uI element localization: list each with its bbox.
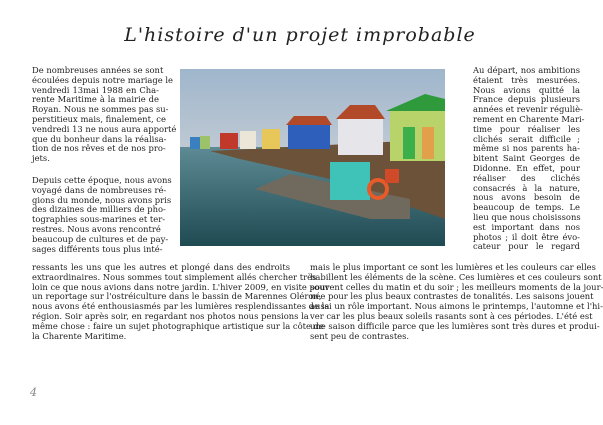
- text-line: Depuis cette époque, nous avons: [32, 174, 172, 185]
- text-line: beaucoup de temps. Le: [473, 202, 580, 213]
- text-line: est important dans nos: [473, 221, 580, 232]
- text-line: bitent Saint Georges de: [473, 153, 580, 164]
- text-line: une saison difficile parce que les lumières sont très dures et produi-: [310, 320, 600, 331]
- text-line: France depuis plusieurs: [473, 94, 580, 105]
- left-column-text: [32, 65, 177, 254]
- text-line: étaient très mesurées.: [473, 74, 580, 85]
- page-title: L'histoire d'un projet improbable: [124, 24, 476, 46]
- text-line: Au départ, nos ambitions: [473, 65, 580, 75]
- text-line: cateur pour le regard: [473, 241, 580, 252]
- text-line: sages différents tous plus inté-: [32, 243, 163, 254]
- text-line: habillent les éléments de la scène. Ces lumières et ces couleurs sont: [310, 271, 602, 282]
- text-line: que du bonheur dans la réalisa-: [32, 133, 167, 144]
- text-line: Didonne. En effet, pour: [473, 162, 580, 173]
- text-line: beaucoup de cultures et de pay-: [32, 233, 169, 244]
- text-line: née pour les plus beaux contrastes de tonalités. Les saisons jouent: [310, 291, 594, 302]
- text-line: nous avons été enthousiasmés par les lumières resplendissantes de la: [32, 301, 330, 312]
- text-line: années et revenir réguliè-: [473, 104, 583, 115]
- text-line: time pour réaliser les: [473, 123, 580, 134]
- text-line: réaliser des clichés: [473, 172, 580, 183]
- text-line: même si nos parents ha-: [473, 143, 580, 154]
- text-line: vendredi 13 ne nous aura apporté: [32, 123, 177, 134]
- text-line: consacrés à la nature,: [473, 182, 580, 193]
- text-line: des dizaines de milliers de pho-: [32, 204, 166, 215]
- text-line: un reportage sur l'ostréiculture dans le bassin de Marennes Oléron,: [32, 291, 322, 302]
- right-column-text: [473, 65, 585, 252]
- text-line: restres. Nous avons rencontré: [32, 223, 161, 234]
- text-line: Nous avions quitté la: [473, 84, 580, 95]
- text-line: Royan. Nous ne sommes pas su-: [32, 104, 169, 115]
- text-line: région. Soir après soir, en regardant nos photos nous pensions la: [32, 310, 309, 321]
- text-line: gions du monde, nous avons pris: [32, 194, 172, 205]
- text-line: ressants les uns que les autres et plongé dans des endroits: [32, 262, 290, 272]
- text-line: rente Maritime à la mairie de: [32, 94, 159, 105]
- text-line: perstitieux mais, finalement, ce: [32, 113, 166, 124]
- bottom-right-text: [310, 262, 603, 341]
- text-line: loin ce que nous avions dans notre jardin. L'hiver 2009, en visite pour: [32, 281, 330, 292]
- text-line: ver car les plus beaux soleils rasants sont à ces périodes. L'été est: [310, 310, 593, 321]
- text-line: lieu que nous choisissons: [473, 211, 581, 222]
- text-line: clichés serait difficile ;: [473, 133, 580, 144]
- text-line: De nombreuses années se sont: [32, 65, 164, 75]
- text-line: aussi un rôle important. Nous aimons le printemps, l'automne et l'hi-: [310, 301, 603, 312]
- text-line: rement en Charente Mari-: [473, 113, 585, 124]
- bottom-left-text: [32, 262, 330, 341]
- text-line: écoulées depuis notre mariage le: [32, 74, 173, 85]
- text-line: vendredi 13mai 1988 en Cha-: [32, 84, 159, 95]
- text-line: jets.: [32, 153, 50, 164]
- text-line: tion de nos rêves et de nos pro-: [32, 143, 166, 154]
- text-line: voyagé dans de nombreuses ré-: [32, 184, 167, 195]
- text-line: même chose : faire un sujet photographique artistique sur la côte de: [32, 320, 324, 331]
- oyster-huts-photo: [180, 69, 445, 246]
- text-line: photos ; il doit être évo-: [473, 231, 580, 242]
- text-line: souvent celles du matin et du soir ; les meilleurs moments de la jour-: [310, 281, 603, 292]
- text-line: sent peu de contrastes.: [310, 330, 410, 341]
- page-number: 4: [30, 386, 37, 399]
- text-line: la Charente Maritime.: [32, 330, 127, 341]
- text-line: mais le plus important ce sont les lumières et les couleurs car elles: [310, 262, 596, 272]
- text-line: extraordinaires. Nous sommes tout simplement allés chercher très: [32, 271, 317, 282]
- text-line: tographies sous-marines et ter-: [32, 214, 166, 225]
- text-line: nous avons besoin de: [473, 192, 580, 203]
